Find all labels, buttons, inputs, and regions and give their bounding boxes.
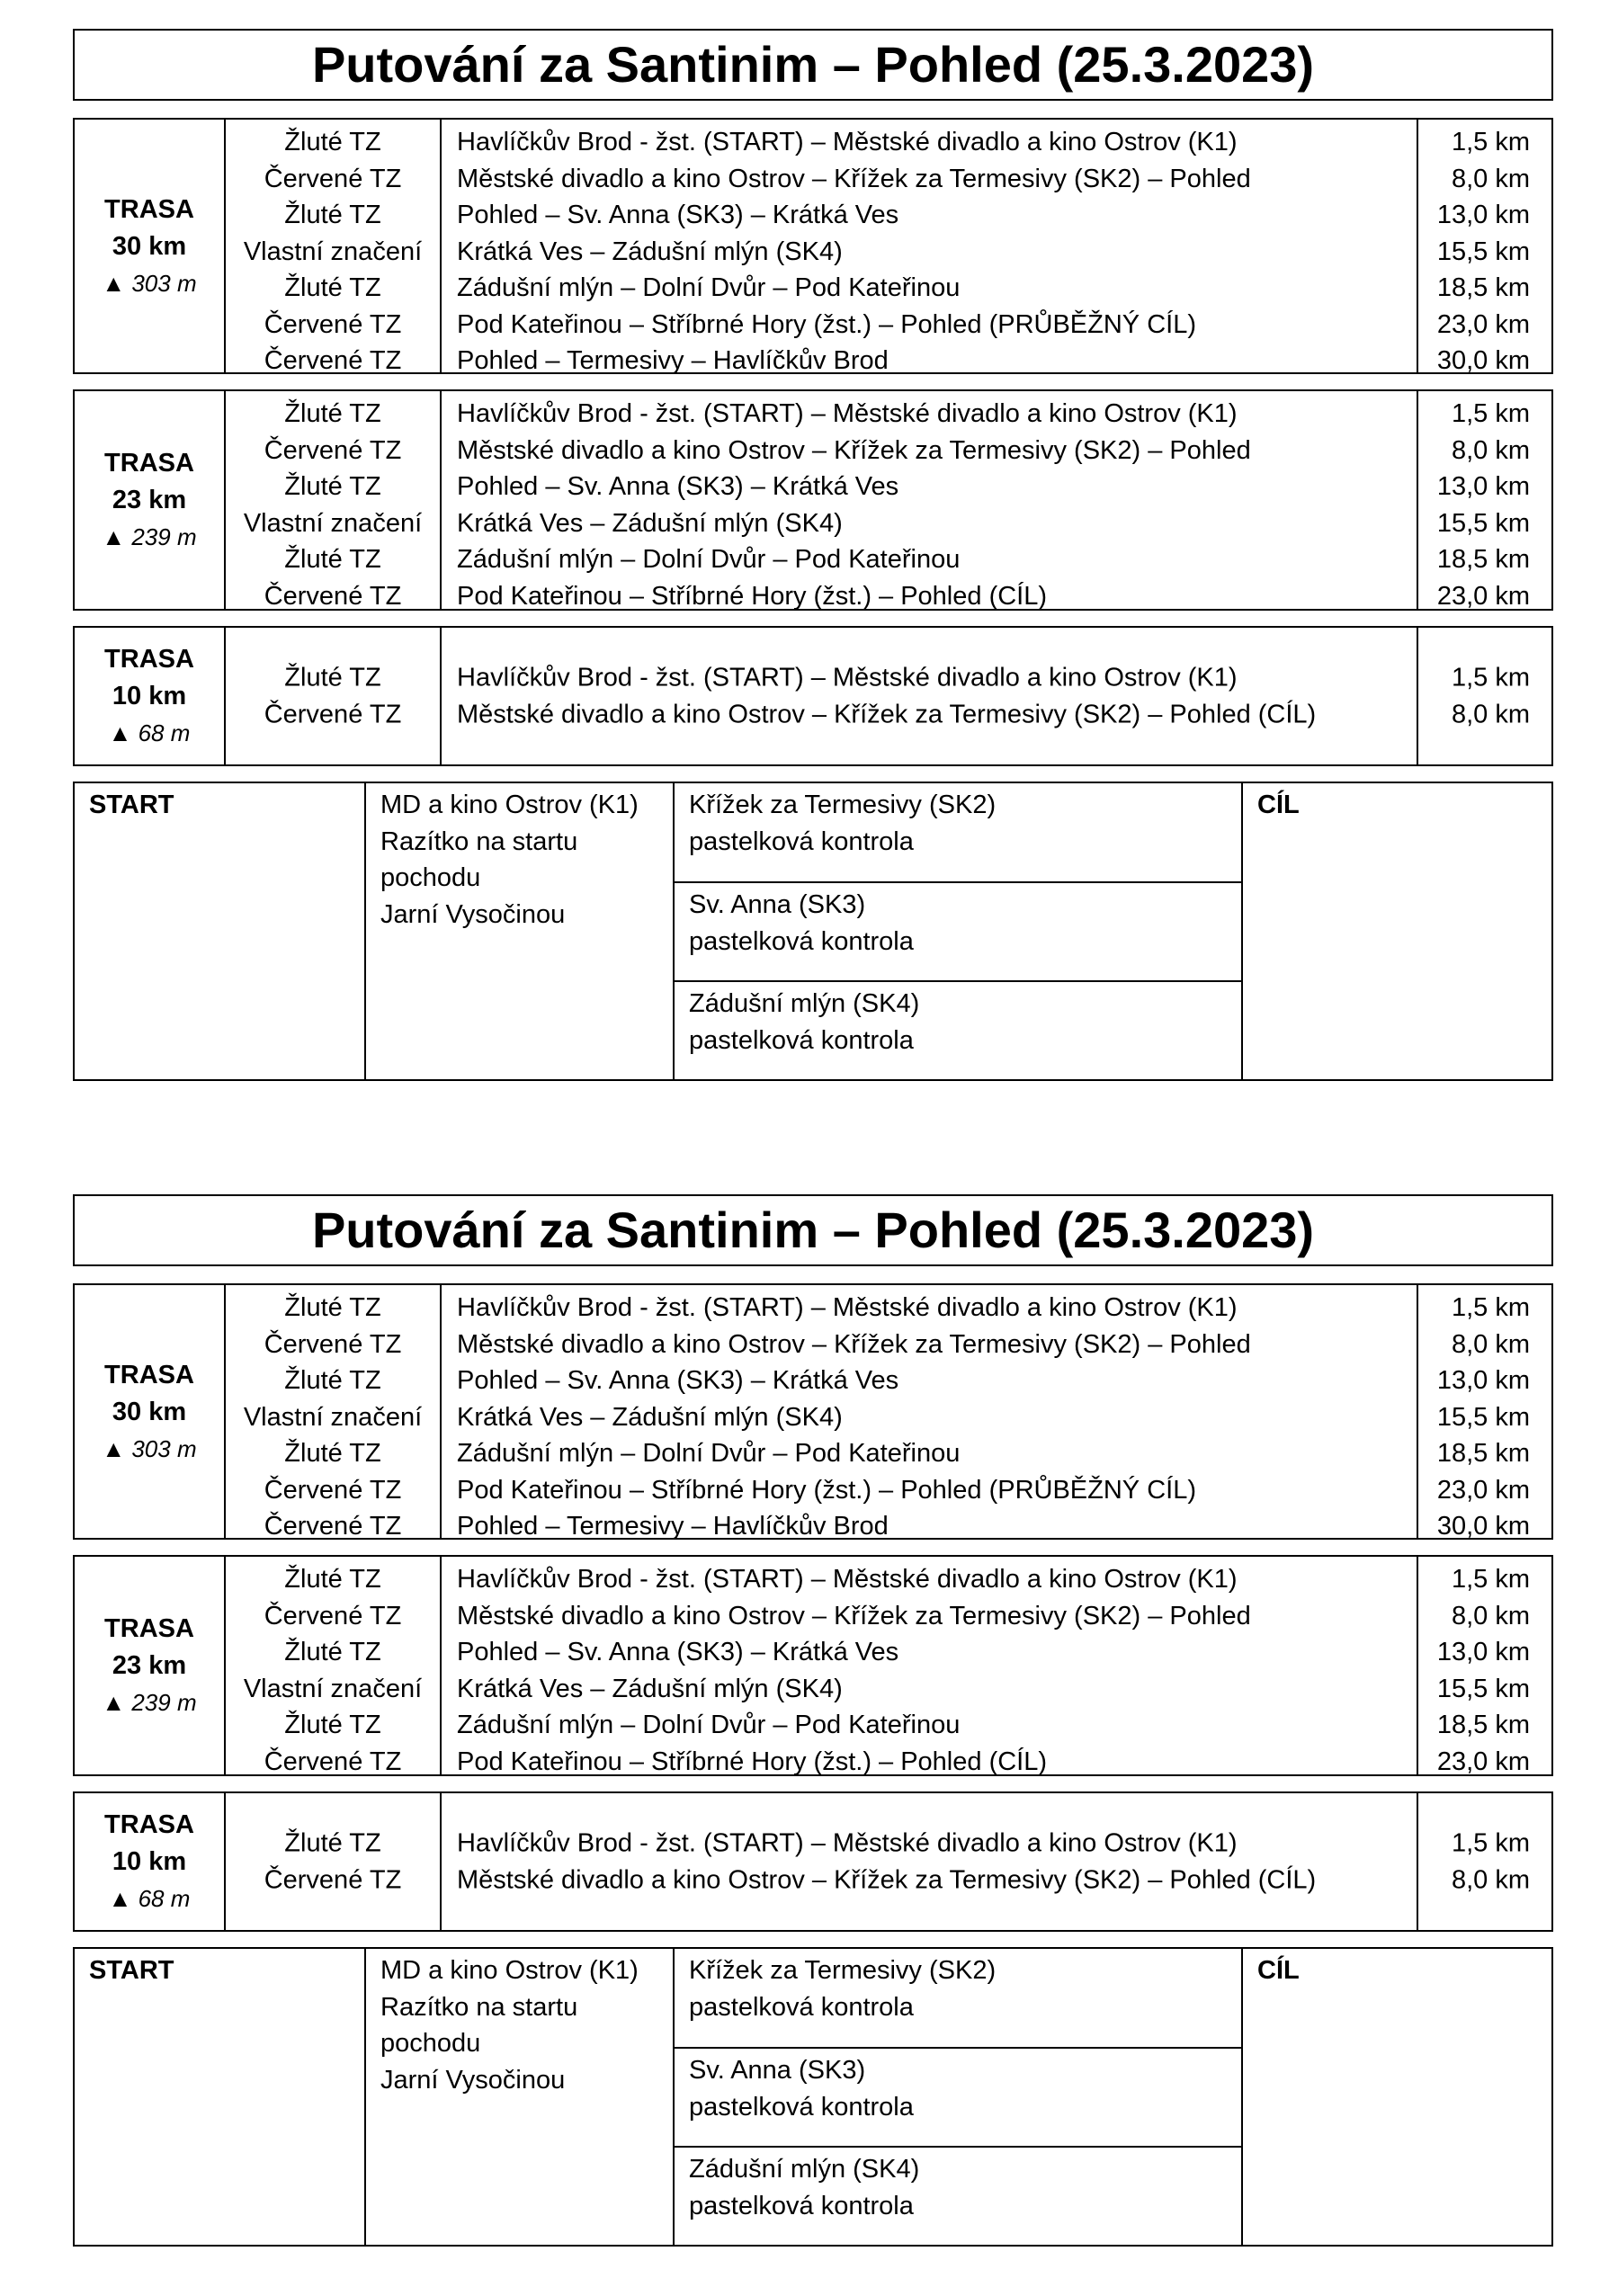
checkpoint-table (73, 782, 1553, 1081)
route-label: TRASA (104, 194, 194, 224)
finish-cell (1243, 783, 1551, 1079)
distance-column (1418, 120, 1551, 375)
segment-column (442, 1557, 1418, 1774)
start-label: START (89, 1956, 174, 1985)
k1-cell (366, 1949, 675, 2245)
sk4-cell (675, 982, 1241, 1079)
route-elevation: ▲ 303 m (102, 269, 197, 297)
marking: Žluté TZ (284, 399, 381, 428)
segment: Pod Kateřinou – Stříbrné Hory (žst.) – Pohled (CÍL) (457, 581, 1048, 611)
sk-type: pastelková kontrola (689, 926, 914, 956)
distance: 8,0 km (1451, 435, 1530, 465)
distance-column (1418, 1793, 1551, 1930)
route-label: TRASA (104, 1614, 194, 1643)
k1-note: pochodu (380, 863, 481, 892)
k1-name: MD a kino Ostrov (K1) (380, 1956, 639, 1985)
distance: 18,5 km (1436, 1439, 1530, 1468)
finish-label: CÍL (1257, 1956, 1300, 1985)
route-30km-table (73, 1283, 1553, 1540)
segment: Pod Kateřinou – Stříbrné Hory (žst.) – Pohled (CÍL) (457, 1747, 1048, 1776)
segment: Havlíčkův Brod - žst. (START) – Městské divadlo a kino Ostrov (K1) (457, 1828, 1238, 1858)
distance: 23,0 km (1436, 1475, 1530, 1505)
route-30km-table (73, 118, 1553, 374)
segment: Městské divadlo a kino Ostrov – Křížek za Termesivy (SK2) – Pohled (457, 1329, 1251, 1359)
distance: 1,5 km (1451, 399, 1530, 428)
route-elevation: ▲ 68 m (108, 1885, 191, 1912)
sk-type: pastelková kontrola (689, 826, 914, 856)
sub-checkpoints-cell (675, 783, 1243, 1079)
marking: Červené TZ (264, 309, 402, 339)
marking: Červené TZ (264, 1865, 402, 1894)
distance: 8,0 km (1451, 164, 1530, 193)
sk-name: Zádušní mlýn (SK4) (689, 2155, 920, 2184)
route-10km-table (73, 1791, 1553, 1932)
route-elevation: ▲ 239 m (102, 523, 197, 550)
segment: Havlíčkův Brod - žst. (START) – Městské divadlo a kino Ostrov (K1) (457, 663, 1238, 692)
segment: Havlíčkův Brod - žst. (START) – Městské divadlo a kino Ostrov (K1) (457, 128, 1238, 156)
segment: Krátká Ves – Zádušní mlýn (SK4) (457, 237, 843, 266)
distance-column (1418, 1557, 1551, 1774)
marking: Žluté TZ (284, 663, 381, 692)
segment: Zádušní mlýn – Dolní Dvůr – Pod Kateřinou (457, 1711, 961, 1739)
distance: 18,5 km (1436, 545, 1530, 574)
distance: 23,0 km (1436, 581, 1530, 611)
sk-name: Sv. Anna (SK3) (689, 890, 866, 919)
route-elevation: ▲ 68 m (108, 719, 191, 746)
distance: 1,5 km (1451, 128, 1530, 156)
marking: Vlastní značení (243, 237, 423, 266)
route-label: TRASA (104, 645, 194, 674)
marking: Žluté TZ (284, 201, 381, 229)
marking: Červené TZ (264, 1747, 402, 1776)
marking: Vlastní značení (243, 1674, 423, 1703)
start-cell (75, 783, 366, 1079)
card-title: Putování za Santinim – Pohled (25.3.2023) (73, 1194, 1553, 1266)
distance: 18,5 km (1436, 1711, 1530, 1739)
sk-type: pastelková kontrola (689, 1992, 914, 2022)
segment: Havlíčkův Brod - žst. (START) – Městské divadlo a kino Ostrov (K1) (457, 1293, 1238, 1322)
marking: Červené TZ (264, 1601, 402, 1630)
route-label: TRASA (104, 1810, 194, 1839)
marking: Žluté TZ (284, 128, 381, 156)
k1-name: MD a kino Ostrov (K1) (380, 791, 639, 819)
distance: 8,0 km (1451, 1601, 1530, 1630)
segment: Pohled – Sv. Anna (SK3) – Krátká Ves (457, 472, 899, 501)
card-title: Putování za Santinim – Pohled (25.3.2023) (73, 29, 1553, 101)
distance: 23,0 km (1436, 1747, 1530, 1776)
segment: Městské divadlo a kino Ostrov – Křížek za Termesivy (SK2) – Pohled (457, 435, 1251, 465)
distance: 1,5 km (1451, 1828, 1530, 1858)
marking: Červené TZ (264, 1512, 402, 1541)
marking: Červené TZ (264, 581, 402, 611)
sk-name: Křížek za Termesivy (SK2) (689, 791, 997, 819)
segment-column (442, 391, 1418, 609)
segment: Městské divadlo a kino Ostrov – Křížek za Termesivy (SK2) – Pohled (457, 1601, 1251, 1630)
k1-note: Razítko na startu (380, 1992, 578, 2022)
route-label-cell (75, 120, 226, 372)
distance: 1,5 km (1451, 663, 1530, 692)
k1-note: Jarní Vysočinou (380, 2065, 566, 2095)
sk3-cell (675, 883, 1241, 982)
route-length: 30 km (112, 231, 187, 261)
route-elevation: ▲ 239 m (102, 1689, 197, 1716)
start-cell (75, 1949, 366, 2245)
segment-column (442, 628, 1418, 764)
marking-column (226, 1557, 442, 1774)
segment: Městské divadlo a kino Ostrov – Křížek za Termesivy (SK2) – Pohled (457, 164, 1251, 193)
segment: Městské divadlo a kino Ostrov – Křížek za Termesivy (SK2) – Pohled (CÍL) (457, 1865, 1317, 1894)
segment: Pod Kateřinou – Stříbrné Hory (žst.) – Pohled (PRŮBĚŽNÝ CÍL) (457, 1475, 1196, 1505)
route-label-cell (75, 391, 226, 609)
marking: Červené TZ (264, 435, 402, 465)
sk2-cell (675, 1949, 1241, 2049)
marking-column (226, 628, 442, 764)
segment: Městské divadlo a kino Ostrov – Křížek za Termesivy (SK2) – Pohled (CÍL) (457, 700, 1317, 728)
route-label-cell (75, 1793, 226, 1930)
sub-checkpoints-cell (675, 1949, 1243, 2245)
marking: Žluté TZ (284, 273, 381, 302)
marking: Žluté TZ (284, 1638, 381, 1666)
start-label: START (89, 791, 174, 819)
sk4-cell (675, 2148, 1241, 2245)
distance: 15,5 km (1436, 237, 1530, 266)
distance: 15,5 km (1436, 1402, 1530, 1432)
marking-column (226, 120, 442, 375)
segment: Pohled – Sv. Anna (SK3) – Krátká Ves (457, 1366, 899, 1395)
distance: 23,0 km (1436, 309, 1530, 339)
k1-note: pochodu (380, 2029, 481, 2058)
distance: 13,0 km (1436, 201, 1530, 229)
distance: 8,0 km (1451, 1865, 1530, 1894)
segment: Zádušní mlýn – Dolní Dvůr – Pod Kateřinou (457, 1439, 961, 1468)
marking: Žluté TZ (284, 1366, 381, 1395)
sk-type: pastelková kontrola (689, 2092, 914, 2122)
segment: Krátká Ves – Zádušní mlýn (SK4) (457, 508, 843, 538)
distance: 15,5 km (1436, 1674, 1530, 1703)
distance: 18,5 km (1436, 273, 1530, 302)
marking: Vlastní značení (243, 1402, 423, 1432)
segment-column (442, 1793, 1418, 1930)
distance: 1,5 km (1451, 1293, 1530, 1322)
route-10km-table (73, 626, 1553, 766)
marking-column (226, 1793, 442, 1930)
marking-column (226, 391, 442, 609)
distance-column (1418, 391, 1551, 609)
marking: Červené TZ (264, 1475, 402, 1505)
sk3-cell (675, 2049, 1241, 2148)
sk2-cell (675, 783, 1241, 883)
marking: Žluté TZ (284, 1439, 381, 1468)
distance: 13,0 km (1436, 1638, 1530, 1666)
marking: Červené TZ (264, 700, 402, 728)
route-label-cell (75, 1285, 226, 1538)
route-23km-table (73, 389, 1553, 611)
segment: Zádušní mlýn – Dolní Dvůr – Pod Kateřinou (457, 545, 961, 574)
segment-column (442, 1285, 1418, 1541)
checkpoint-table (73, 1947, 1553, 2247)
route-length: 23 km (112, 486, 187, 514)
marking: Žluté TZ (284, 1293, 381, 1322)
marking: Červené TZ (264, 1329, 402, 1359)
distance: 1,5 km (1451, 1565, 1530, 1594)
finish-label: CÍL (1257, 791, 1300, 819)
marking: Červené TZ (264, 164, 402, 193)
segment: Havlíčkův Brod - žst. (START) – Městské divadlo a kino Ostrov (K1) (457, 399, 1238, 428)
marking: Žluté TZ (284, 1565, 381, 1594)
segment: Pohled – Sv. Anna (SK3) – Krátká Ves (457, 1638, 899, 1666)
segment: Pohled – Sv. Anna (SK3) – Krátká Ves (457, 201, 899, 229)
marking: Červené TZ (264, 346, 402, 375)
segment: Havlíčkův Brod - žst. (START) – Městské divadlo a kino Ostrov (K1) (457, 1565, 1238, 1594)
route-length: 23 km (112, 1651, 187, 1680)
route-23km-table (73, 1555, 1553, 1776)
distance-column (1418, 628, 1551, 764)
k1-note: Razítko na startu (380, 826, 578, 856)
route-card-1 (73, 29, 1553, 1081)
segment: Krátká Ves – Zádušní mlýn (SK4) (457, 1402, 843, 1432)
marking: Žluté TZ (284, 545, 381, 574)
sk-name: Křížek za Termesivy (SK2) (689, 1956, 997, 1985)
marking-column (226, 1285, 442, 1541)
route-length: 30 km (112, 1397, 187, 1426)
k1-note: Jarní Vysočinou (380, 899, 566, 929)
route-elevation: ▲ 303 m (102, 1434, 197, 1462)
distance: 30,0 km (1436, 1512, 1530, 1541)
distance: 30,0 km (1436, 346, 1530, 375)
segment: Pod Kateřinou – Stříbrné Hory (žst.) – Pohled (PRŮBĚŽNÝ CÍL) (457, 309, 1196, 339)
marking: Žluté TZ (284, 1828, 381, 1858)
route-length: 10 km (112, 682, 187, 710)
route-label: TRASA (104, 449, 194, 478)
sk-type: pastelková kontrola (689, 1025, 914, 1055)
distance: 8,0 km (1451, 1329, 1530, 1359)
distance: 8,0 km (1451, 700, 1530, 728)
marking: Žluté TZ (284, 472, 381, 501)
sk-name: Zádušní mlýn (SK4) (689, 989, 920, 1018)
marking: Vlastní značení (243, 508, 423, 538)
distance-column (1418, 1285, 1551, 1541)
segment: Zádušní mlýn – Dolní Dvůr – Pod Kateřinou (457, 273, 961, 302)
route-label-cell (75, 628, 226, 764)
segment: Krátká Ves – Zádušní mlýn (SK4) (457, 1674, 843, 1703)
segment-column (442, 120, 1418, 375)
route-label-cell (75, 1557, 226, 1774)
route-card-2 (73, 1194, 1553, 2247)
segment: Pohled – Termesivy – Havlíčkův Brod (457, 346, 889, 375)
k1-cell (366, 783, 675, 1079)
sk-type: pastelková kontrola (689, 2191, 914, 2220)
sk-name: Sv. Anna (SK3) (689, 2056, 866, 2085)
route-length: 10 km (112, 1847, 187, 1876)
distance: 13,0 km (1436, 1366, 1530, 1395)
segment: Pohled – Termesivy – Havlíčkův Brod (457, 1512, 889, 1541)
distance: 13,0 km (1436, 472, 1530, 501)
distance: 15,5 km (1436, 508, 1530, 538)
route-label: TRASA (104, 1360, 194, 1389)
finish-cell (1243, 1949, 1551, 2245)
marking: Žluté TZ (284, 1711, 381, 1739)
